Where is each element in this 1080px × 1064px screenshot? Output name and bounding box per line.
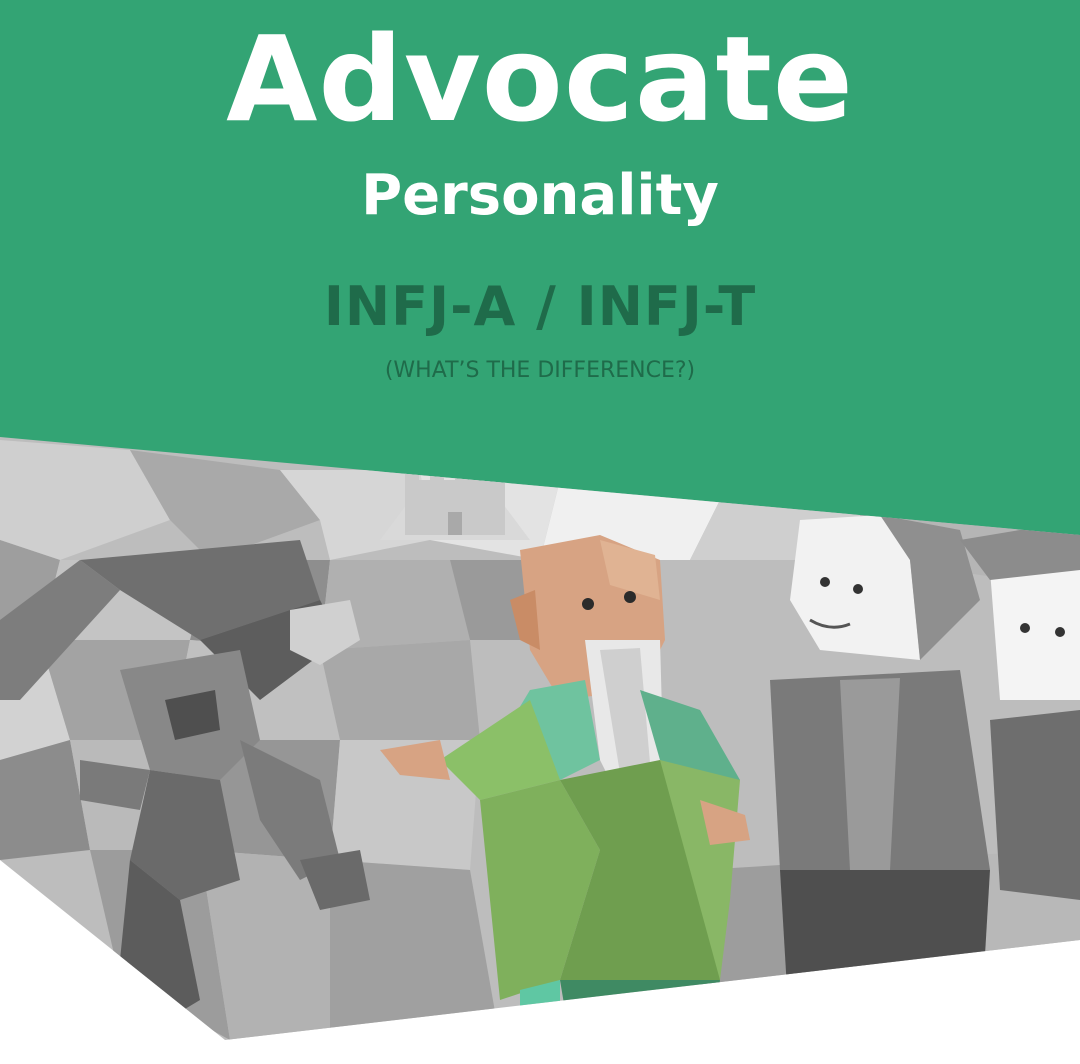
difference-link[interactable]: (WHAT’S THE DIFFERENCE?) [384, 358, 696, 383]
type-code-label: INFJ-A / INFJ-T [323, 275, 757, 338]
page-subtitle: Personality [361, 163, 719, 228]
crowd-figures [770, 515, 1080, 1040]
scene-background [0, 430, 1080, 1050]
page-title: Advocate [226, 10, 854, 148]
